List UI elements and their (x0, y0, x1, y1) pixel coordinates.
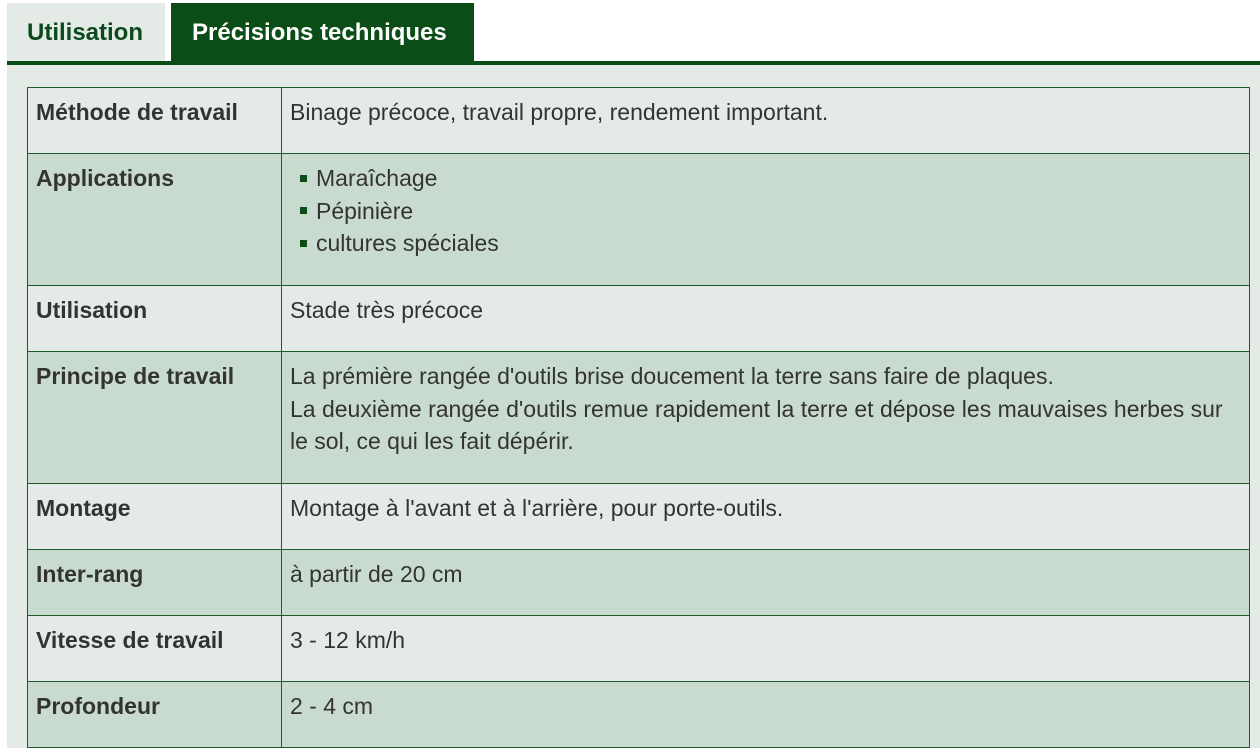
list-item (300, 162, 1241, 195)
principle-line: La prémière rangée d'outils brise doucement la terre sans faire de plaques. (290, 363, 1054, 389)
list-item (300, 195, 1241, 228)
table-row (28, 484, 1250, 550)
list-item (300, 227, 1241, 260)
spec-value-utilisation: Stade très précoce (282, 286, 1250, 352)
spec-value-methode: Binage précoce, travail propre, rendement important. (282, 88, 1250, 154)
spec-value-montage: Montage à l'avant et à l'arrière, pour porte-outils. (282, 484, 1250, 550)
spec-value-profondeur: 2 - 4 cm (282, 682, 1250, 748)
spec-value-inter-rang: à partir de 20 cm (282, 550, 1250, 616)
application-item: Pépinière (316, 197, 414, 224)
principle-line: La deuxième rangée d'outils remue rapidement la terre et dépose les mauvaises herbes sur le sol, ce qui les fait dépérir. (290, 395, 1223, 454)
table-row (28, 616, 1250, 682)
table-row (28, 682, 1250, 748)
spec-value-applications (282, 154, 1250, 286)
spec-value-principe (282, 352, 1250, 484)
tab-bar (7, 3, 474, 62)
application-item: cultures spéciales (316, 230, 499, 256)
table-row (28, 88, 1250, 154)
spec-label-principe: Principe de travail (28, 352, 282, 484)
spec-value-vitesse: 3 - 12 km/h (282, 616, 1250, 682)
square-bullet-icon (300, 240, 307, 247)
spec-label-inter-rang: Inter-rang (28, 550, 282, 616)
applications-list (290, 162, 1241, 260)
table-row (28, 550, 1250, 616)
table-row (28, 352, 1250, 484)
spec-label-utilisation: Utilisation (28, 286, 282, 352)
square-bullet-icon (300, 175, 307, 182)
square-bullet-icon (300, 207, 307, 214)
tab-utilisation[interactable]: Utilisation (7, 3, 165, 62)
spec-label-applications: Applications (28, 154, 282, 286)
spec-label-montage: Montage (28, 484, 282, 550)
spec-label-methode: Méthode de travail (28, 88, 282, 154)
table-row (28, 286, 1250, 352)
spec-label-profondeur: Profondeur (28, 682, 282, 748)
tab-precisions-techniques[interactable]: Précisions techniques (171, 3, 474, 62)
specs-table (27, 87, 1250, 748)
table-row (28, 154, 1250, 286)
application-item: Maraîchage (316, 165, 438, 191)
spec-label-vitesse: Vitesse de travail (28, 616, 282, 682)
